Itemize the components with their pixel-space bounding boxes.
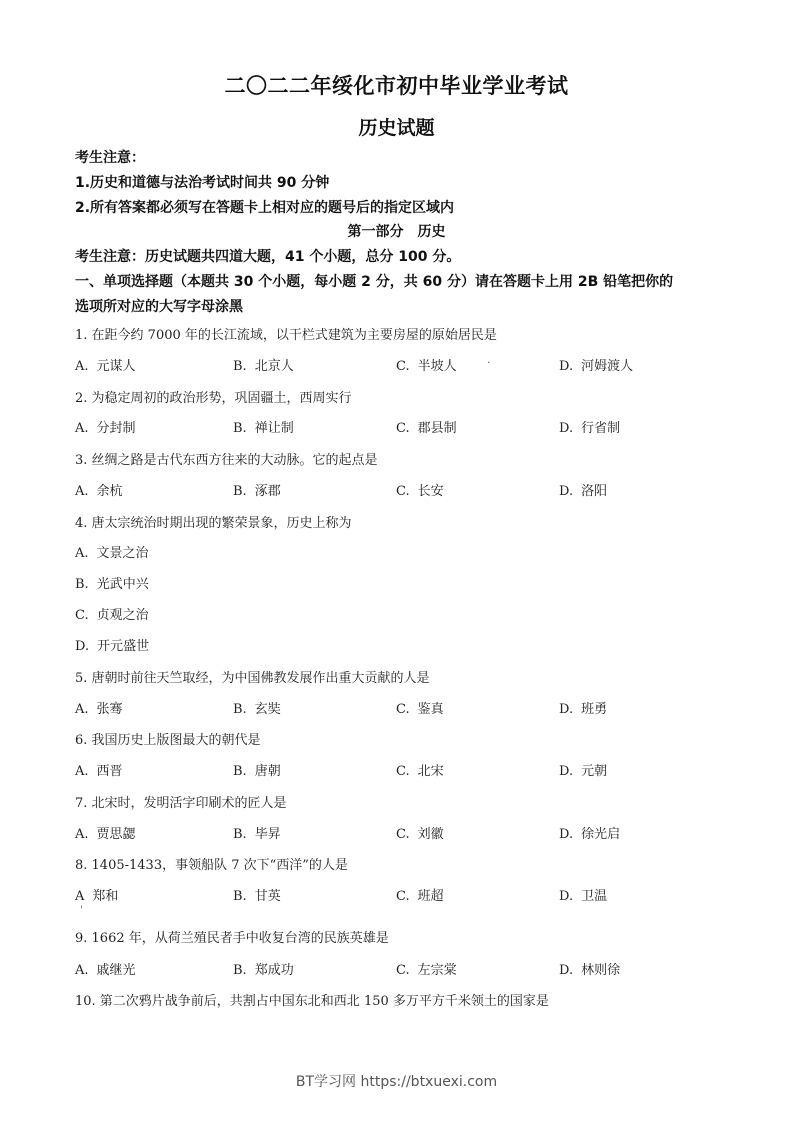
exam-subject-title: 历史试题	[358, 117, 435, 139]
question-4-option-c[interactable]: C. 贞观之治	[75, 608, 149, 623]
section-heading-line-2: 选项所对应的大写字母涂黑	[75, 299, 243, 315]
question-6-option-b[interactable]: B. 唐朝	[233, 764, 281, 779]
question-5-options	[75, 698, 735, 718]
question-8-option-a[interactable]: A 郑和	[75, 889, 119, 904]
question-8-option-b[interactable]: B. 甘英	[233, 889, 281, 904]
question-6-option-a[interactable]: A. 西晋	[75, 764, 123, 779]
question-9-options	[75, 959, 735, 979]
question-8-option-c[interactable]: C. 班超	[396, 889, 444, 904]
question-4-stem: 4. 唐太宗统治时期出现的繁荣景象，历史上称为	[75, 516, 352, 531]
question-4-option-d[interactable]: D. 开元盛世	[75, 639, 150, 654]
question-7-option-d[interactable]: D. 徐光启	[559, 827, 621, 842]
question-2-stem: 2. 为稳定周初的政治形势，巩固疆土，西周实行	[75, 391, 352, 406]
question-7-option-b[interactable]: B. 毕昇	[233, 827, 281, 842]
question-2-option-b[interactable]: B. 禅让制	[233, 421, 294, 436]
question-6-options	[75, 760, 735, 780]
question-2-option-a[interactable]: A. 分封制	[75, 421, 136, 436]
question-1-stem: 1. 在距今约 7000 年的长江流域，以干栏式建筑为主要房屋的原始居民是	[75, 328, 497, 343]
question-7-options	[75, 823, 735, 843]
part-notice: 考生注意：历史试题共四道大题，41 个小题，总分 100 分。	[75, 249, 461, 265]
question-7-option-c[interactable]: C. 刘徽	[396, 827, 444, 842]
exam-main-title: 二〇二二年绥化市初中毕业学业考试	[224, 74, 569, 98]
question-2-option-d[interactable]: D. 行省制	[559, 421, 621, 436]
question-2-options	[75, 417, 735, 437]
question-5-stem: 5. 唐朝时前往天竺取经，为中国佛教发展作出重大贡献的人是	[75, 671, 430, 686]
question-3-options	[75, 480, 735, 500]
question-8-stem: 8. 1405-1433，事领船队 7 次下“西洋”的人是	[75, 858, 348, 873]
question-3-option-d[interactable]: D. 洛阳	[559, 484, 608, 499]
question-1-options	[75, 355, 735, 375]
notice-heading: 考生注意：	[75, 150, 145, 166]
question-6-option-d[interactable]: D. 元朝	[559, 764, 608, 779]
part-title: 第一部分 历史	[347, 224, 446, 240]
question-3-option-b[interactable]: B. 涿郡	[233, 484, 281, 499]
question-8-options	[75, 885, 735, 905]
question-9-stem: 9. 1662 年，从荷兰殖民者手中收复台湾的民族英雄是	[75, 931, 389, 946]
section-heading-line-1: 一、单项选择题（本题共 30 个小题，每小题 2 分，共 60 分）请在答题卡上用 2B 铅笔把你的	[75, 274, 674, 290]
question-9-option-d[interactable]: D. 林则徐	[559, 963, 621, 978]
question-5-option-c[interactable]: C. 鉴真	[396, 702, 444, 717]
question-3-option-c[interactable]: C. 长安	[396, 484, 444, 499]
question-4-option-a[interactable]: A. 文景之治	[75, 546, 149, 561]
question-7-option-a[interactable]: A. 贾思勰	[75, 827, 136, 842]
question-1-option-c[interactable]: C. 半坡人	[396, 359, 457, 374]
stray-tick-mark: '	[80, 905, 83, 916]
question-3-stem: 3. 丝绸之路是古代东西方往来的大动脉。它的起点是	[75, 453, 378, 468]
question-9-option-c[interactable]: C. 左宗棠	[396, 963, 457, 978]
stray-dot-mark: .	[487, 355, 491, 366]
question-7-stem: 7. 北宋时，发明活字印刷术的匠人是	[75, 796, 287, 811]
question-1-option-a[interactable]: A. 元谋人	[75, 359, 136, 374]
question-5-option-b[interactable]: B. 玄奘	[233, 702, 281, 717]
question-5-option-a[interactable]: A. 张骞	[75, 702, 123, 717]
question-10-stem: 10. 第二次鸦片战争前后，共割占中国东北和西北 150 多万平方千米领土的国家是	[75, 994, 549, 1009]
notice-item-2: 2.所有答案都必须写在答题卡上相对应的题号后的指定区域内	[75, 200, 455, 216]
question-4-option-b[interactable]: B. 光武中兴	[75, 577, 149, 592]
question-3-option-a[interactable]: A. 余杭	[75, 484, 123, 499]
question-2-option-c[interactable]: C. 郡县制	[396, 421, 457, 436]
question-8-option-d[interactable]: D. 卫温	[559, 889, 608, 904]
question-9-option-b[interactable]: B. 郑成功	[233, 963, 294, 978]
question-1-option-b[interactable]: B. 北京人	[233, 359, 294, 374]
question-5-option-d[interactable]: D. 班勇	[559, 702, 608, 717]
watermark-footer: BT学习网 https://btxuexi.com	[295, 1074, 498, 1090]
question-6-stem: 6. 我国历史上版图最大的朝代是	[75, 733, 261, 748]
question-1-option-d[interactable]: D. 河姆渡人	[559, 359, 634, 374]
question-9-option-a[interactable]: A. 戚继光	[75, 963, 136, 978]
question-6-option-c[interactable]: C. 北宋	[396, 764, 444, 779]
notice-item-1: 1.历史和道德与法治考试时间共 90 分钟	[75, 175, 330, 191]
